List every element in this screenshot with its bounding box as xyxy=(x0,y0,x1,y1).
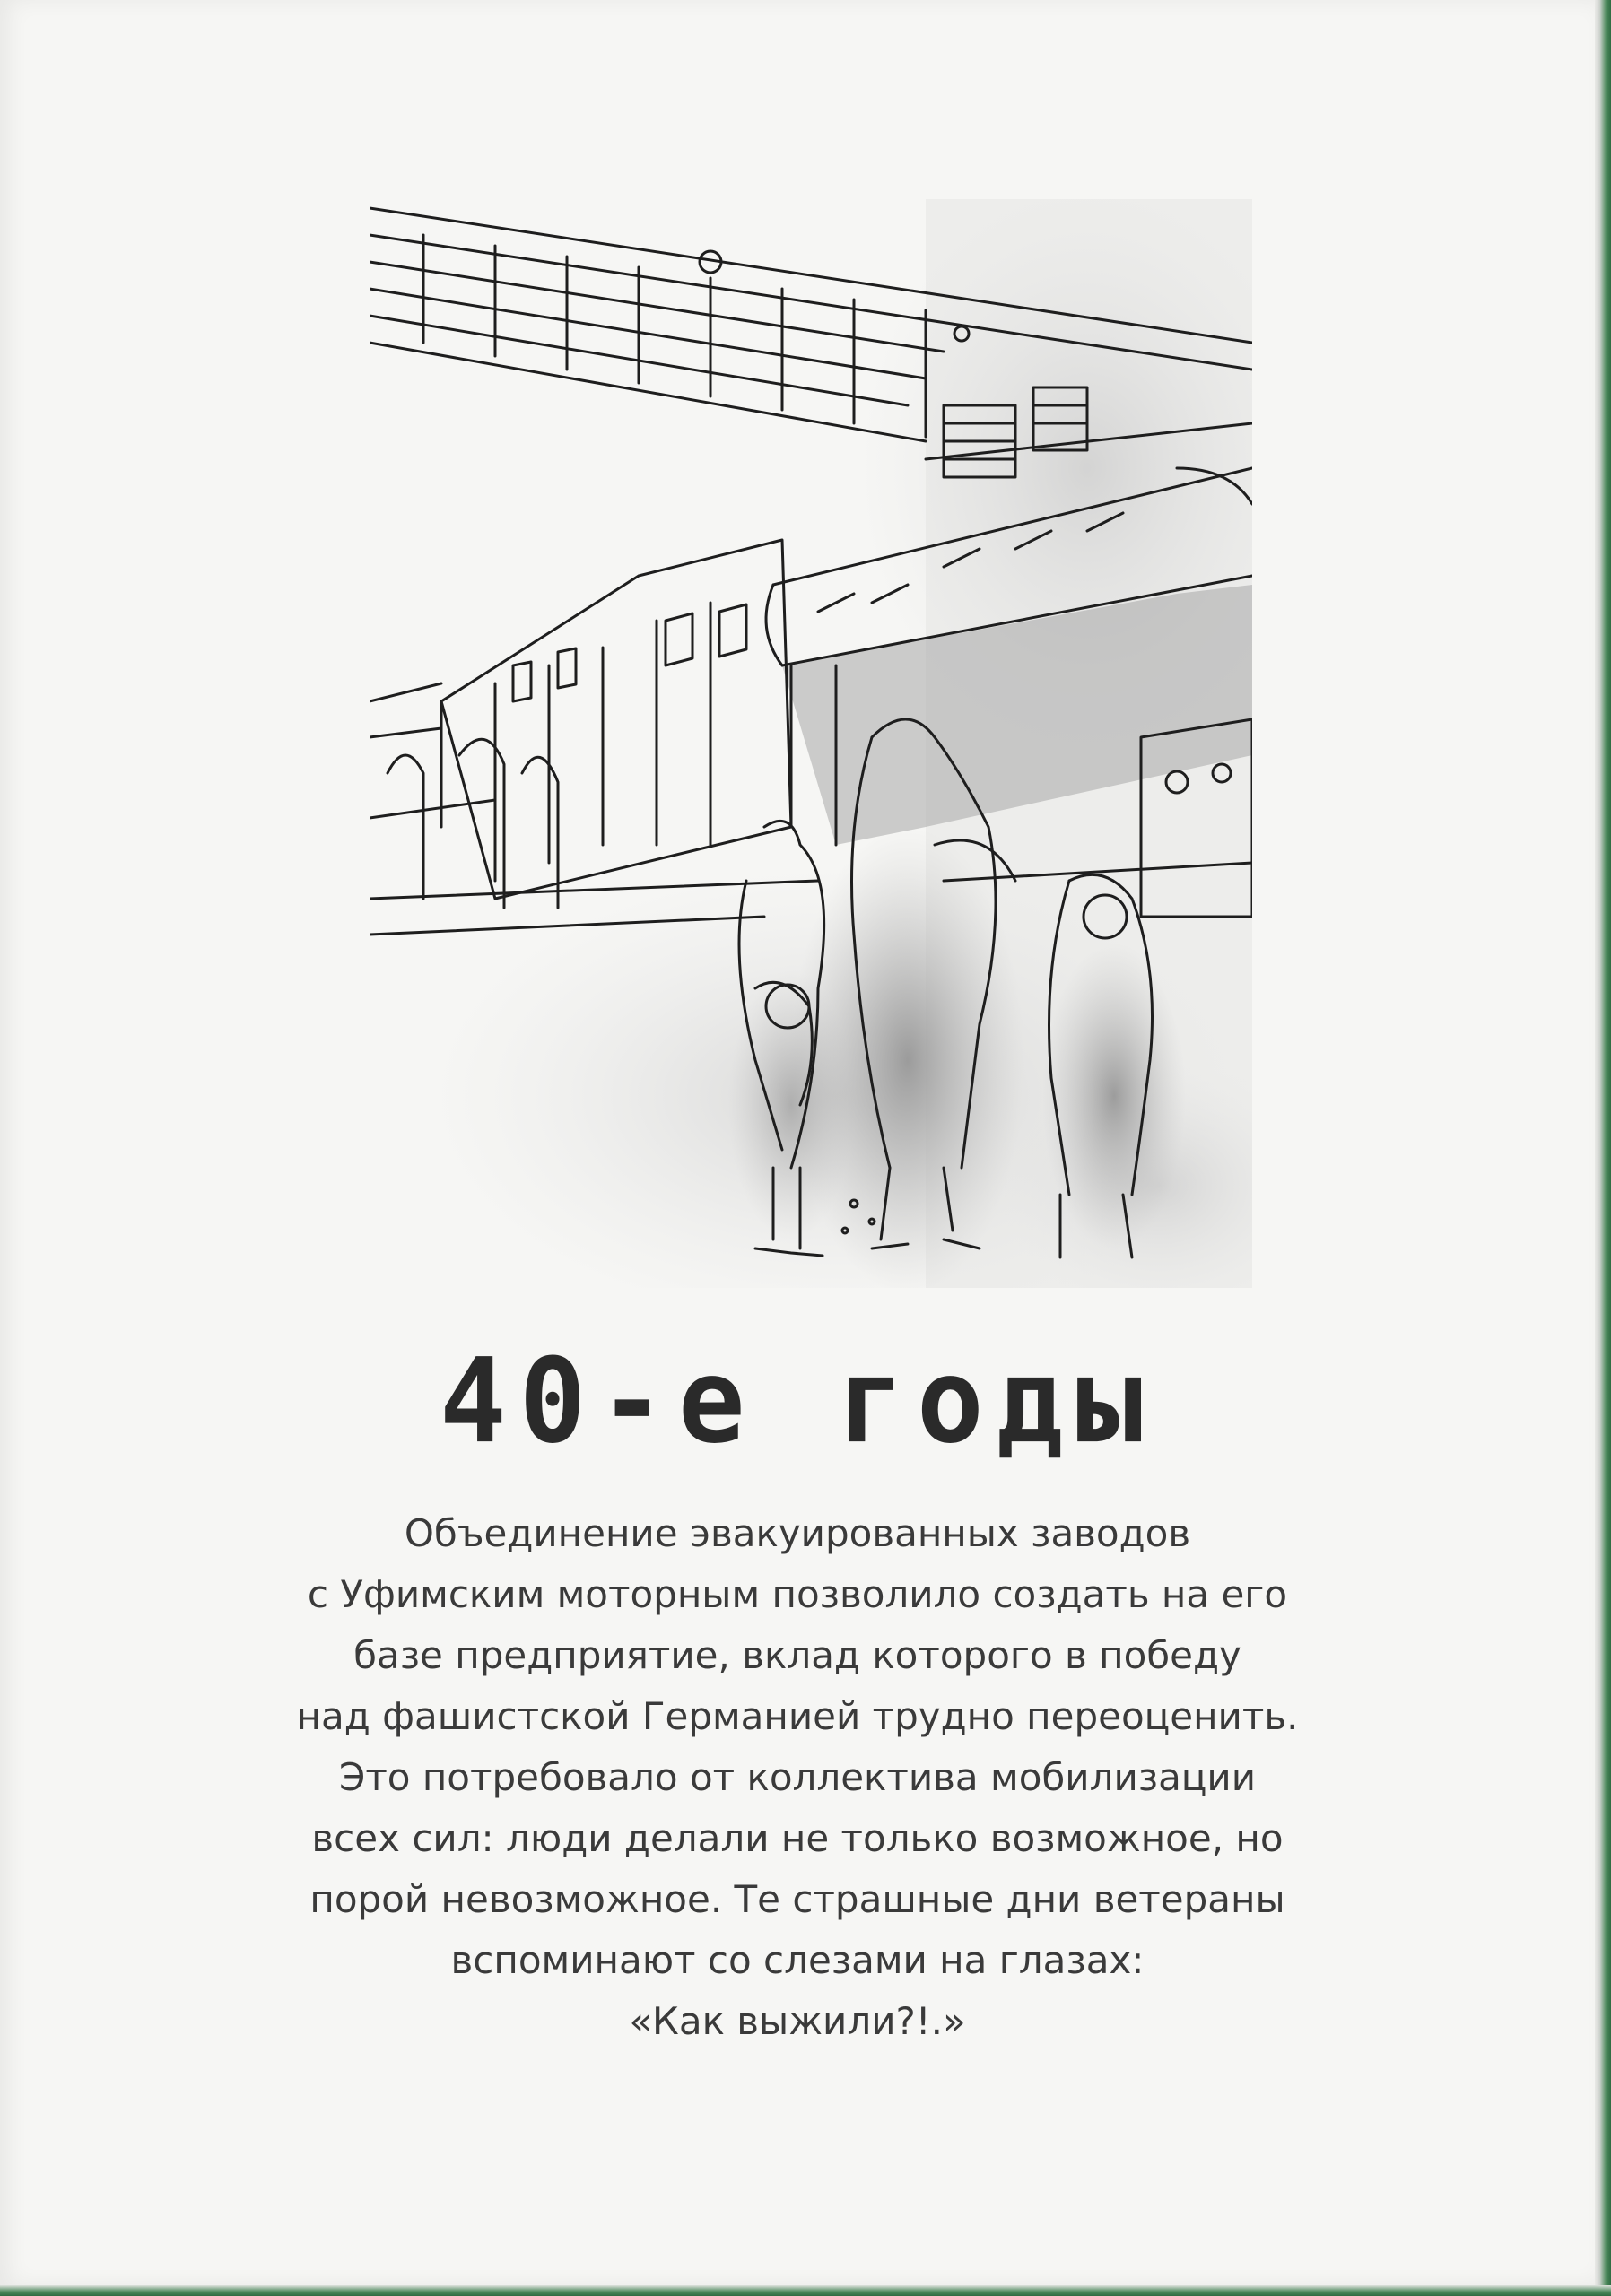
paragraph-line: вспоминают со слезами на глазах: xyxy=(450,1938,1145,1982)
paragraph-line: над фашистской Германией трудно переоценить. xyxy=(296,1694,1299,1738)
body-paragraph xyxy=(269,1503,1326,2052)
evacuation-train-illustration xyxy=(370,199,1252,1288)
page-edge-right xyxy=(1595,0,1611,2296)
paragraph-line: Объединение эвакуированных заводов xyxy=(404,1511,1191,1555)
page-edge-bottom xyxy=(0,2285,1611,2296)
paragraph-line: Это потребовало от коллектива мобилизации xyxy=(339,1755,1256,1799)
paragraph-line: порой невозможное. Те страшные дни ветераны xyxy=(309,1877,1285,1921)
paragraph-line: базе предприятие, вклад которого в победу xyxy=(353,1633,1241,1677)
paragraph-line: всех сил: люди делали не только возможное, но xyxy=(311,1816,1284,1860)
paragraph-line: с Уфимским моторным позволило создать на его xyxy=(307,1572,1288,1616)
train-sketch-icon xyxy=(370,199,1252,1288)
paragraph-line: «Как выжили?!.» xyxy=(629,1999,966,2043)
page-title: 40-е годы xyxy=(440,1334,1155,1470)
